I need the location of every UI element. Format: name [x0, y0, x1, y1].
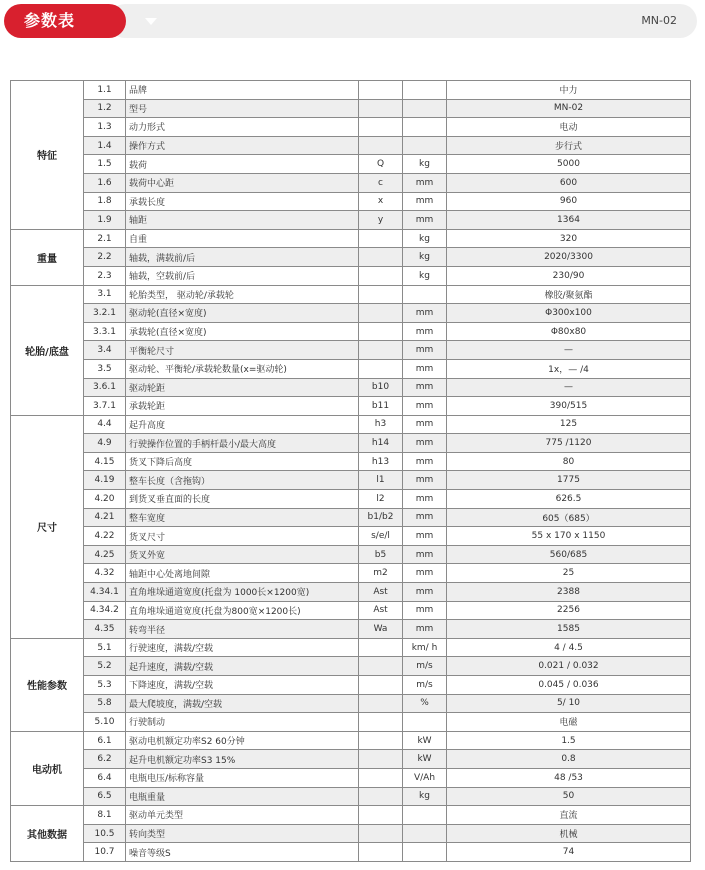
cell-val: 4 / 4.5 — [447, 638, 691, 657]
cell-val: 5/ 10 — [447, 694, 691, 713]
cell-desc: 平衡轮尺寸 — [126, 341, 359, 360]
cell-unit: % — [403, 694, 447, 713]
table-row — [11, 824, 691, 843]
cell-desc: 转向类型 — [126, 824, 359, 843]
cell-desc: 载荷中心距 — [126, 173, 359, 192]
cell-desc: 下降速度，满载/空载 — [126, 676, 359, 695]
cell-num: 1.4 — [84, 136, 126, 155]
cell-sym: Q — [359, 155, 403, 174]
table-row — [11, 731, 691, 750]
cell-unit — [403, 136, 447, 155]
table-row — [11, 806, 691, 825]
cell-num: 4.15 — [84, 452, 126, 471]
cell-sym — [359, 713, 403, 732]
cell-unit: kg — [403, 248, 447, 267]
cell-val: 560/685 — [447, 545, 691, 564]
cell-num: 6.5 — [84, 787, 126, 806]
cell-val: 橡胶/聚氨酯 — [447, 285, 691, 304]
cell-desc: 驱动轮距 — [126, 378, 359, 397]
cell-val: MN-02 — [447, 99, 691, 118]
cell-desc: 直角堆垛通道宽度(托盘为 1000长×1200宽) — [126, 583, 359, 602]
cell-desc: 型号 — [126, 99, 359, 118]
cell-num: 10.7 — [84, 843, 126, 862]
table-row — [11, 638, 691, 657]
cell-sym — [359, 676, 403, 695]
cell-unit: m/s — [403, 676, 447, 695]
cell-sym: Ast — [359, 601, 403, 620]
cell-sym — [359, 99, 403, 118]
table-row — [11, 192, 691, 211]
cell-val: 48 /53 — [447, 768, 691, 787]
cell-unit: mm — [403, 601, 447, 620]
cell-num: 3.3.1 — [84, 322, 126, 341]
cell-unit: mm — [403, 173, 447, 192]
cell-num: 3.7.1 — [84, 397, 126, 416]
cell-num: 3.5 — [84, 359, 126, 378]
cell-desc: 轮胎类型， 驱动轮/承载轮 — [126, 285, 359, 304]
table-row — [11, 415, 691, 434]
cell-unit: mm — [403, 545, 447, 564]
cell-val: 25 — [447, 564, 691, 583]
cell-desc: 驱动轮(直径×宽度) — [126, 304, 359, 323]
cell-unit: mm — [403, 583, 447, 602]
cell-desc: 货叉尺寸 — [126, 527, 359, 546]
table-row — [11, 490, 691, 509]
cell-val: 2388 — [447, 583, 691, 602]
cell-num: 6.1 — [84, 731, 126, 750]
cell-desc: 载荷 — [126, 155, 359, 174]
table-row — [11, 787, 691, 806]
cell-val: 230/90 — [447, 266, 691, 285]
cell-unit — [403, 713, 447, 732]
cell-desc: 品牌 — [126, 81, 359, 100]
cell-sym: l1 — [359, 471, 403, 490]
table-row — [11, 359, 691, 378]
cell-sym: x — [359, 192, 403, 211]
cell-num: 4.22 — [84, 527, 126, 546]
cell-unit: mm — [403, 304, 447, 323]
cell-val: 1585 — [447, 620, 691, 639]
cell-sym: y — [359, 211, 403, 230]
cell-desc: 承载轮(直径×宽度) — [126, 322, 359, 341]
cell-val: 125 — [447, 415, 691, 434]
table-row — [11, 173, 691, 192]
cell-unit: mm — [403, 378, 447, 397]
cell-val: 2020/3300 — [447, 248, 691, 267]
table-row — [11, 694, 691, 713]
cell-sym — [359, 248, 403, 267]
cell-desc: 承载轮距 — [126, 397, 359, 416]
table-row — [11, 304, 691, 323]
table-row — [11, 768, 691, 787]
cell-num: 1.1 — [84, 81, 126, 100]
cell-desc: 货叉下降后高度 — [126, 452, 359, 471]
cell-unit: kg — [403, 229, 447, 248]
cell-unit: mm — [403, 397, 447, 416]
table-row — [11, 657, 691, 676]
cell-desc: 操作方式 — [126, 136, 359, 155]
cell-num: 4.21 — [84, 508, 126, 527]
cell-unit: m/s — [403, 657, 447, 676]
cell-unit: mm — [403, 322, 447, 341]
cell-num: 6.2 — [84, 750, 126, 769]
cell-unit: mm — [403, 452, 447, 471]
cell-sym: b5 — [359, 545, 403, 564]
table-row — [11, 434, 691, 453]
cell-val: Φ80x80 — [447, 322, 691, 341]
table-row — [11, 136, 691, 155]
cell-desc: 驱动轮、平衡轮/承载轮数量(x=驱动轮) — [126, 359, 359, 378]
cell-sym — [359, 285, 403, 304]
cell-num: 4.34.1 — [84, 583, 126, 602]
spec-table — [10, 80, 691, 862]
cell-desc: 驱动电机额定功率S2 60分钟 — [126, 731, 359, 750]
cell-unit: mm — [403, 620, 447, 639]
table-row — [11, 601, 691, 620]
cell-num: 8.1 — [84, 806, 126, 825]
cell-unit — [403, 118, 447, 137]
cell-val: 机械 — [447, 824, 691, 843]
cell-sym — [359, 750, 403, 769]
cell-num: 4.4 — [84, 415, 126, 434]
cell-sym: s/e/l — [359, 527, 403, 546]
category-label: 电动机 — [11, 731, 84, 805]
cell-sym — [359, 787, 403, 806]
cell-unit — [403, 285, 447, 304]
cell-val: 步行式 — [447, 136, 691, 155]
cell-val: Φ300x100 — [447, 304, 691, 323]
table-row — [11, 452, 691, 471]
cell-val: 2256 — [447, 601, 691, 620]
cell-val: — — [447, 378, 691, 397]
category-label: 特征 — [11, 81, 84, 230]
table-row — [11, 211, 691, 230]
cell-num: 3.6.1 — [84, 378, 126, 397]
cell-val: 80 — [447, 452, 691, 471]
cell-num: 1.2 — [84, 99, 126, 118]
cell-num: 3.4 — [84, 341, 126, 360]
table-row — [11, 341, 691, 360]
table-row — [11, 713, 691, 732]
table-row — [11, 248, 691, 267]
cell-desc: 电瓶电压/标称容量 — [126, 768, 359, 787]
table-row — [11, 322, 691, 341]
cell-desc: 轴距 — [126, 211, 359, 230]
cell-val: 电动 — [447, 118, 691, 137]
cell-num: 4.25 — [84, 545, 126, 564]
cell-sym: Ast — [359, 583, 403, 602]
cell-val: — — [447, 341, 691, 360]
table-row — [11, 118, 691, 137]
table-row — [11, 620, 691, 639]
cell-desc: 起升电机额定功率S3 15% — [126, 750, 359, 769]
cell-sym — [359, 266, 403, 285]
cell-desc: 驱动单元类型 — [126, 806, 359, 825]
cell-desc: 整车宽度 — [126, 508, 359, 527]
cell-desc: 货叉外宽 — [126, 545, 359, 564]
cell-val: 960 — [447, 192, 691, 211]
cell-unit: mm — [403, 490, 447, 509]
cell-num: 6.4 — [84, 768, 126, 787]
cell-sym: h3 — [359, 415, 403, 434]
cell-num: 1.8 — [84, 192, 126, 211]
cell-val: 55 x 170 x 1150 — [447, 527, 691, 546]
chevron-down-icon[interactable] — [145, 18, 157, 25]
cell-num: 1.5 — [84, 155, 126, 174]
cell-sym: l2 — [359, 490, 403, 509]
cell-num: 10.5 — [84, 824, 126, 843]
cell-sym: b11 — [359, 397, 403, 416]
cell-sym — [359, 229, 403, 248]
cell-desc: 自重 — [126, 229, 359, 248]
cell-desc: 承载长度 — [126, 192, 359, 211]
cell-sym — [359, 694, 403, 713]
cell-unit: kg — [403, 787, 447, 806]
cell-unit: mm — [403, 211, 447, 230]
cell-val: 1.5 — [447, 731, 691, 750]
cell-num: 3.2.1 — [84, 304, 126, 323]
cell-sym — [359, 118, 403, 137]
cell-sym: b10 — [359, 378, 403, 397]
table-row — [11, 583, 691, 602]
table-row — [11, 378, 691, 397]
category-label: 性能参数 — [11, 638, 84, 731]
cell-num: 4.9 — [84, 434, 126, 453]
cell-sym: m2 — [359, 564, 403, 583]
cell-val: 50 — [447, 787, 691, 806]
cell-num: 4.34.2 — [84, 601, 126, 620]
table-row — [11, 564, 691, 583]
cell-val: 605（685） — [447, 508, 691, 527]
cell-val: 中力 — [447, 81, 691, 100]
cell-unit: V/Ah — [403, 768, 447, 787]
cell-unit: mm — [403, 527, 447, 546]
table-row — [11, 750, 691, 769]
cell-sym — [359, 322, 403, 341]
table-row — [11, 471, 691, 490]
cell-sym: b1/b2 — [359, 508, 403, 527]
cell-desc: 行驶操作位置的手柄杆最小/最大高度 — [126, 434, 359, 453]
model-label: MN-02 — [641, 14, 677, 27]
category-label: 尺寸 — [11, 415, 84, 638]
cell-sym — [359, 638, 403, 657]
cell-unit — [403, 99, 447, 118]
cell-desc: 整车长度（含拖钩） — [126, 471, 359, 490]
cell-num: 1.3 — [84, 118, 126, 137]
page-title: 参数表 — [24, 11, 76, 30]
cell-num: 2.3 — [84, 266, 126, 285]
cell-unit — [403, 843, 447, 862]
table-row — [11, 397, 691, 416]
cell-num: 5.2 — [84, 657, 126, 676]
table-row — [11, 266, 691, 285]
cell-sym: c — [359, 173, 403, 192]
table-row — [11, 508, 691, 527]
cell-num: 5.10 — [84, 713, 126, 732]
cell-num: 4.19 — [84, 471, 126, 490]
cell-sym — [359, 359, 403, 378]
cell-num: 2.2 — [84, 248, 126, 267]
cell-sym — [359, 731, 403, 750]
cell-num: 4.32 — [84, 564, 126, 583]
table-row — [11, 676, 691, 695]
cell-unit: kg — [403, 266, 447, 285]
cell-val: 320 — [447, 229, 691, 248]
cell-val: 600 — [447, 173, 691, 192]
category-label: 其他数据 — [11, 806, 84, 862]
cell-desc: 电瓶重量 — [126, 787, 359, 806]
cell-num: 5.3 — [84, 676, 126, 695]
cell-desc: 动力形式 — [126, 118, 359, 137]
cell-val: 1x，— /4 — [447, 359, 691, 378]
category-label: 重量 — [11, 229, 84, 285]
cell-val: 390/515 — [447, 397, 691, 416]
cell-unit: mm — [403, 415, 447, 434]
table-row — [11, 843, 691, 862]
cell-sym — [359, 768, 403, 787]
table-row — [11, 155, 691, 174]
cell-unit: kg — [403, 155, 447, 174]
cell-sym — [359, 304, 403, 323]
cell-unit: mm — [403, 341, 447, 360]
cell-desc: 最大爬坡度，满载/空载 — [126, 694, 359, 713]
cell-desc: 起升高度 — [126, 415, 359, 434]
cell-sym — [359, 341, 403, 360]
cell-num: 4.20 — [84, 490, 126, 509]
cell-sym — [359, 843, 403, 862]
cell-desc: 直角堆垛通道宽度(托盘为800宽×1200长) — [126, 601, 359, 620]
category-label: 轮胎/底盘 — [11, 285, 84, 415]
cell-desc: 到货叉垂直面的长度 — [126, 490, 359, 509]
cell-val: 626.5 — [447, 490, 691, 509]
cell-unit: mm — [403, 471, 447, 490]
cell-sym: h14 — [359, 434, 403, 453]
cell-sym — [359, 81, 403, 100]
cell-desc: 行驶速度，满载/空载 — [126, 638, 359, 657]
cell-unit: kW — [403, 731, 447, 750]
cell-unit: mm — [403, 359, 447, 378]
cell-unit — [403, 81, 447, 100]
cell-val: 0.8 — [447, 750, 691, 769]
cell-unit: mm — [403, 192, 447, 211]
cell-sym: h13 — [359, 452, 403, 471]
table-row — [11, 229, 691, 248]
cell-val: 775 /1120 — [447, 434, 691, 453]
cell-num: 5.8 — [84, 694, 126, 713]
cell-val: 74 — [447, 843, 691, 862]
cell-unit: mm — [403, 564, 447, 583]
cell-desc: 轴距中心处离地间隙 — [126, 564, 359, 583]
cell-unit: km/ h — [403, 638, 447, 657]
cell-desc: 轴载，空载前/后 — [126, 266, 359, 285]
cell-val: 电磁 — [447, 713, 691, 732]
cell-num: 5.1 — [84, 638, 126, 657]
cell-desc: 转弯半径 — [126, 620, 359, 639]
table-row — [11, 99, 691, 118]
cell-num: 3.1 — [84, 285, 126, 304]
cell-val: 0.045 / 0.036 — [447, 676, 691, 695]
title-pill[interactable] — [4, 4, 126, 38]
cell-unit: mm — [403, 434, 447, 453]
cell-num: 4.35 — [84, 620, 126, 639]
cell-sym — [359, 657, 403, 676]
header-bar — [0, 4, 697, 38]
cell-desc: 噪音等级S — [126, 843, 359, 862]
cell-num: 1.6 — [84, 173, 126, 192]
cell-num: 1.9 — [84, 211, 126, 230]
cell-val: 0.021 / 0.032 — [447, 657, 691, 676]
cell-desc: 轴载，满载前/后 — [126, 248, 359, 267]
table-row — [11, 285, 691, 304]
cell-val: 直流 — [447, 806, 691, 825]
cell-desc: 行驶制动 — [126, 713, 359, 732]
cell-unit — [403, 824, 447, 843]
cell-val: 1775 — [447, 471, 691, 490]
header-track — [108, 4, 697, 38]
table-row — [11, 545, 691, 564]
cell-sym — [359, 136, 403, 155]
cell-num: 2.1 — [84, 229, 126, 248]
table-row — [11, 527, 691, 546]
cell-val: 1364 — [447, 211, 691, 230]
table-row — [11, 81, 691, 100]
cell-unit: mm — [403, 508, 447, 527]
cell-desc: 起升速度，满载/空载 — [126, 657, 359, 676]
cell-unit — [403, 806, 447, 825]
cell-sym — [359, 824, 403, 843]
cell-sym — [359, 806, 403, 825]
cell-val: 5000 — [447, 155, 691, 174]
cell-sym: Wa — [359, 620, 403, 639]
cell-unit: kW — [403, 750, 447, 769]
